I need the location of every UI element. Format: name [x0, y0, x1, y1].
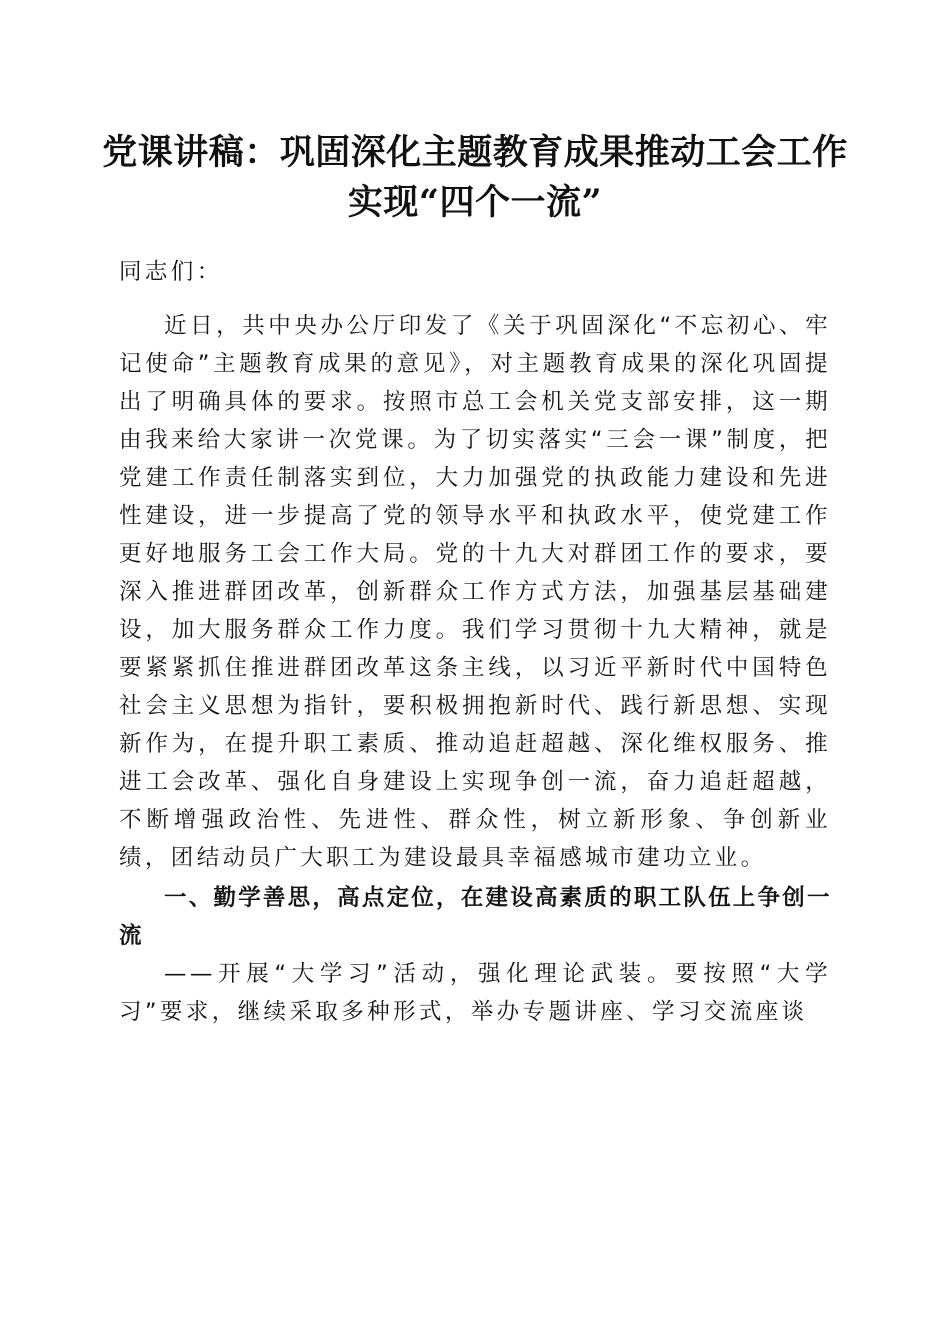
document-body — [119, 253, 831, 1031]
section-paragraph: ——开展“大学习”活动，强化理论武装。要按照“大学习”要求，继续采取多种形式，举办专题讲座、学习交流座谈 — [119, 961, 831, 1025]
section-heading: 一、勤学善思，高点定位，在建设高素质的职工队伍上争创一流 — [119, 885, 831, 949]
salutation: 同志们： — [119, 259, 223, 285]
intro-paragraph: 近日，共中央办公厅印发了《关于巩固深化“不忘初心、牢记使命”主题教育成果的意见》，对主题教育成果的深化巩固提出了明确具体的要求。按照市总工会机关党支部安排，这一期由我来给大家讲一次党课。为了切实落实“三会一课”制度，把党建工作责任制落实到位，大力加强党的执政能力建设和先进性建设，进一步提高了党的领导水平和执政水平，使党建工作更好地服务工会工作大局。党的十九大对群团工作的要求，要深入推进群团改革，创新群众工作方式方法，加强基层基础建设，加大服务群众工作力度。我们学习贯彻十九大精神，就是要紧紧抓住推进群团改革这条主线，以习近平新时代中国特色社会主义思想为指针，要积极拥抱新时代、践行新思想、实现新作为，在提升职工素质、推动追赶超越、深化维权服务、推进工会改革、强化自身建设上实现争创一流，奋力追赶超越，不断增强政治性、先进性、群众性，树立新形象、争创新业绩，团结动员广大职工为建设最具幸福感城市建功立业。 — [119, 313, 831, 871]
document-title: 党课讲稿：巩固深化主题教育成果推动工会工作实现“四个一流” — [102, 132, 848, 223]
